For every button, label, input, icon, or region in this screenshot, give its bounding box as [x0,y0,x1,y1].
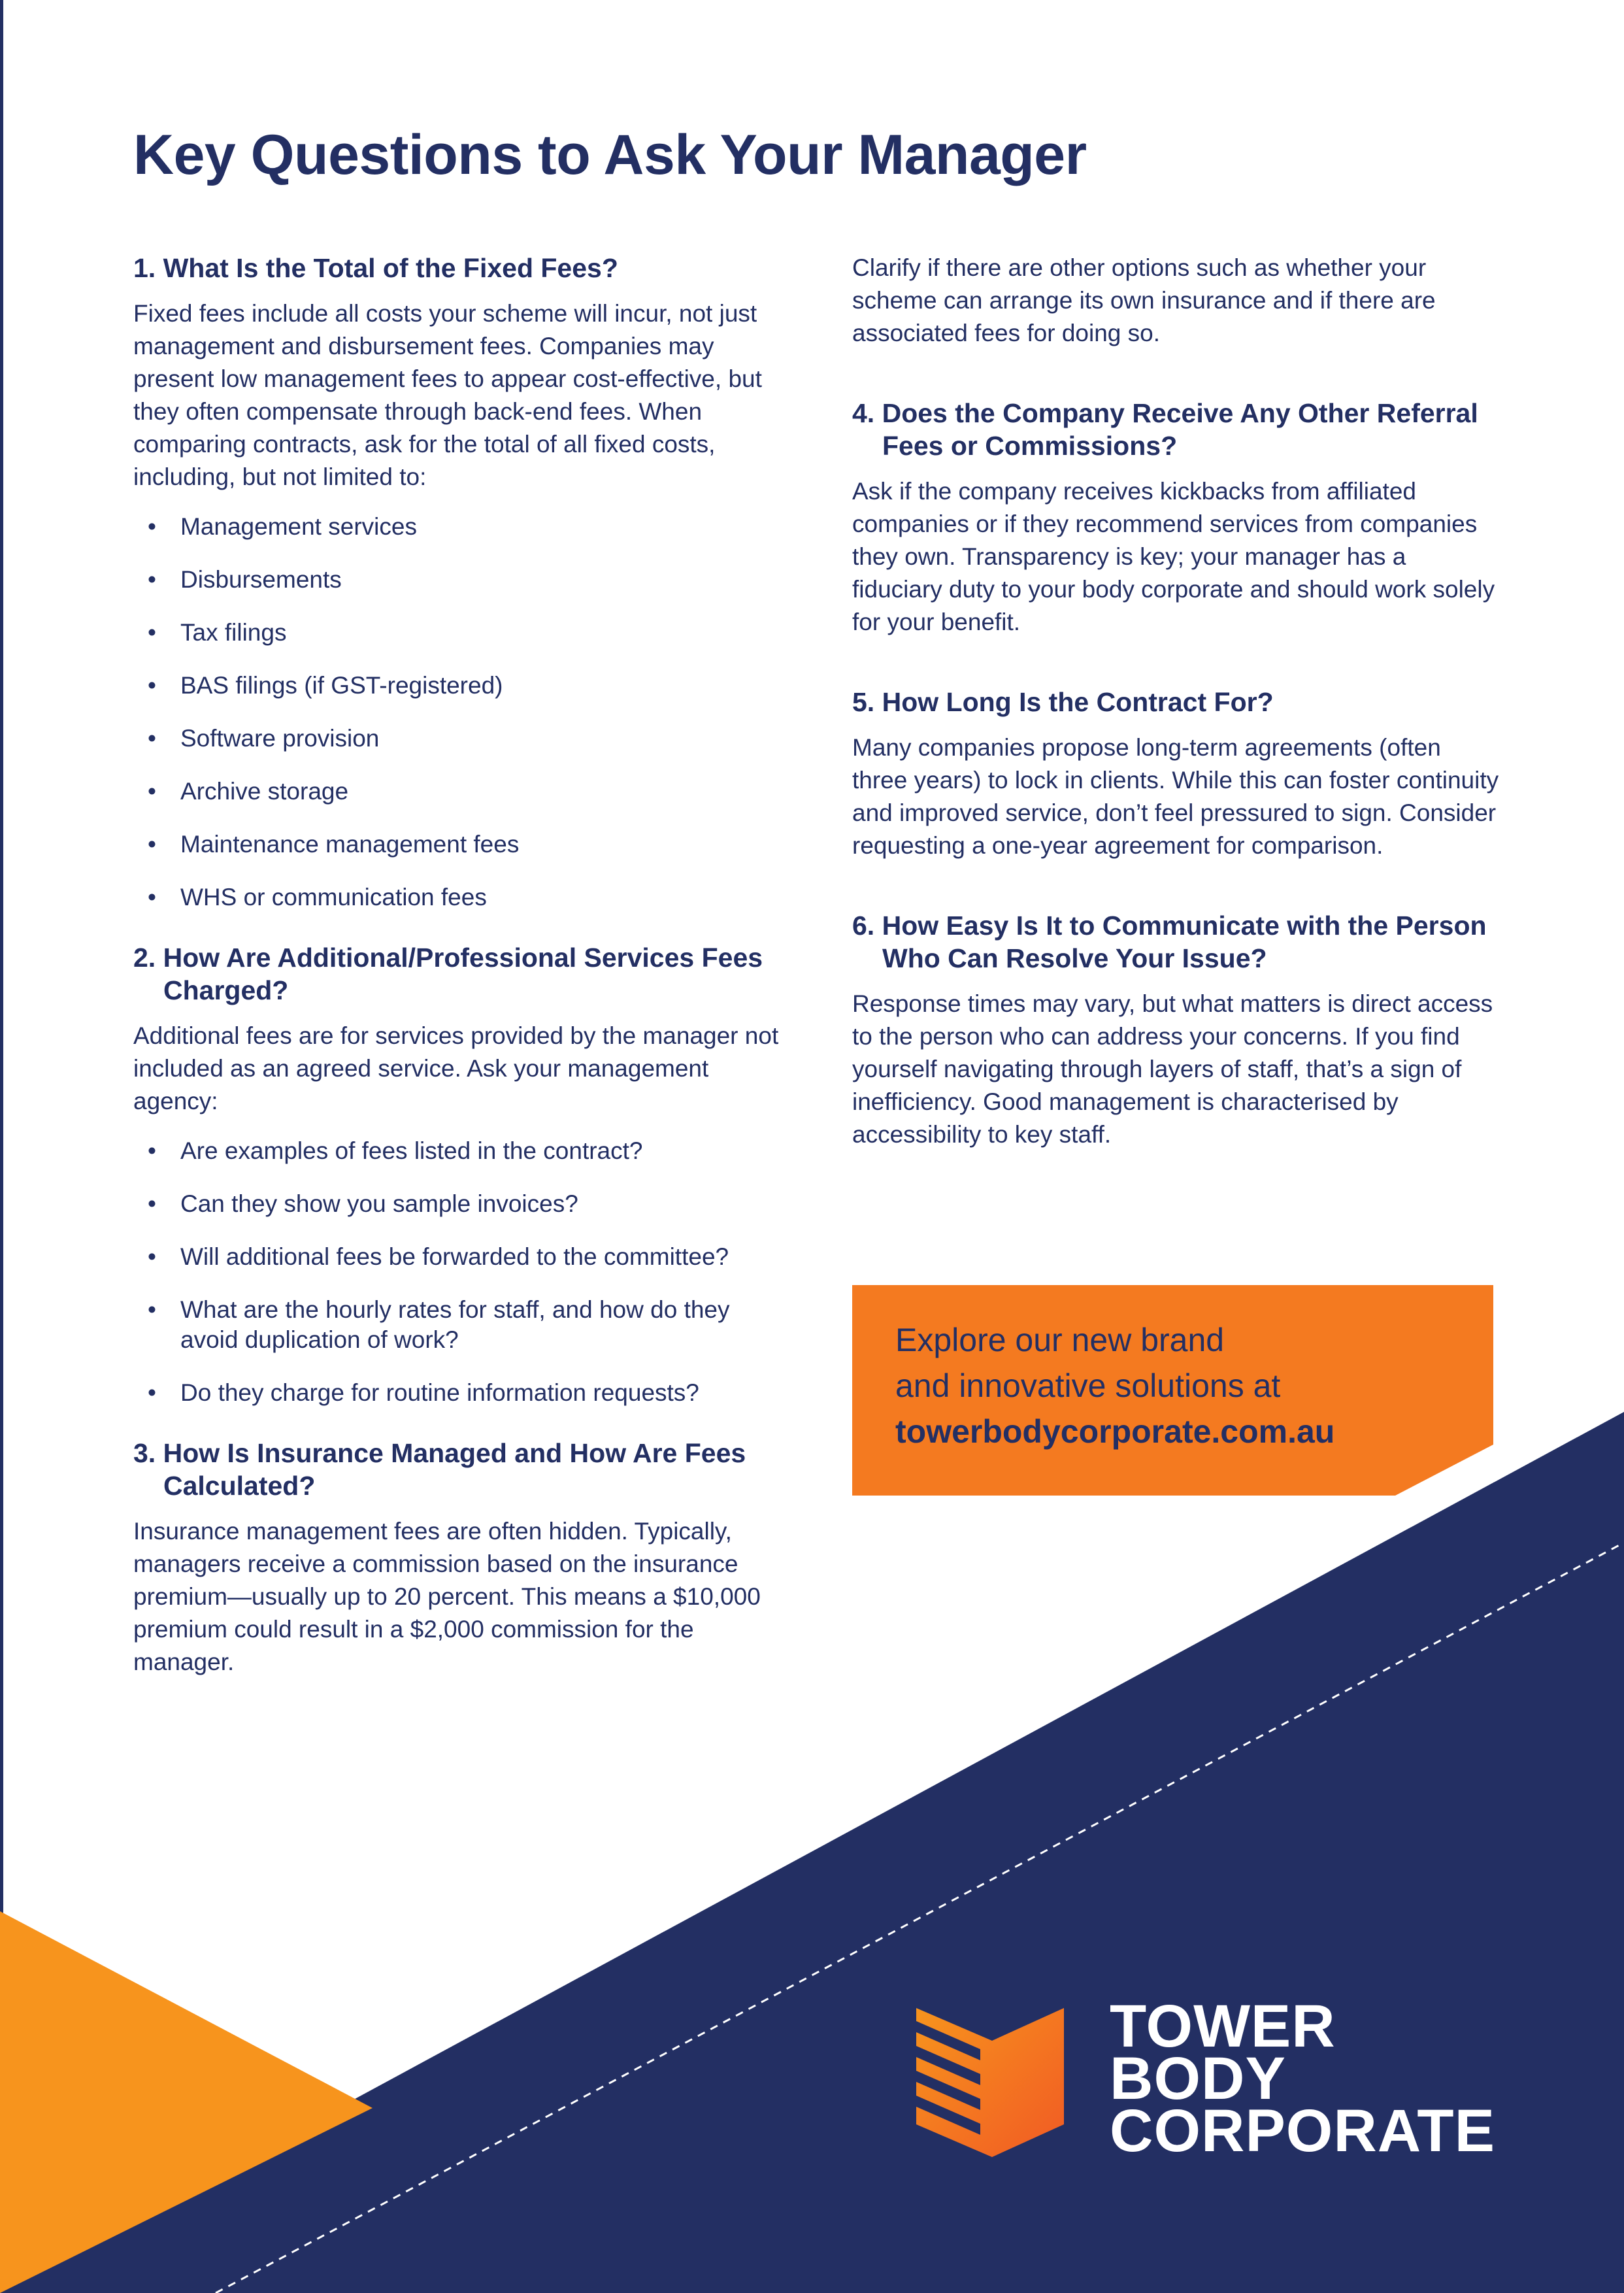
list-item: • Maintenance management fees [133,829,787,860]
section-5-body: Many companies propose long-term agreements (often three years) to lock in clients. While this can foster continuity and improved service, don’t feel pressured to sign. Consider requesting a one-year agreement for comparison. [852,734,1499,859]
list-item: • Management services [133,512,787,542]
section-4-body: Ask if the company receives kickbacks from affiliated companies or if they recommend services from companies they own. Transparency is key; your manager has a fiduciary duty to your body corporate and should work solely for your benefit. [852,478,1495,635]
list-item: • WHS or communication fees [133,882,787,912]
brand-line-2: BODY [1110,2045,1286,2112]
section-5-heading: 5. How Long Is the Contract For? [852,687,1274,717]
section-6-body: Response times may vary, but what matters is direct access to the person who can address your concerns. If you find yourself navigating through layers of staff, that’s a sign of inefficiency. Good management is characterised by accessibility to key staff. [852,990,1493,1148]
section-1-heading: 1. What Is the Total of the Fixed Fees? [133,253,618,283]
section-1-list [133,512,787,912]
left-column [133,252,787,1679]
right-column [852,252,1499,1151]
list-item: • Disbursements [133,565,787,595]
section-1-body: Fixed fees include all costs your scheme will incur, not just management and disbursement fees. Companies may present low management fees to appear cost-effective, but they often compensate through back-end fees. When comparing contracts, ask for the total of all fixed costs, including, but not limited to: [133,300,762,490]
section-3-body: Insurance management fees are often hidden. Typically, managers receive a commission based on the insurance premium—usually up to 20 percent. This means a $10,000 premium could result in a $2,000 commission for the manager. [133,1518,761,1675]
cta-line-1: Explore our new brand [895,1322,1225,1358]
section-2-heading: 2. How Are Additional/Professional Services Fees Charged? [133,943,763,1005]
brand-wordmark [1110,1993,1495,2164]
list-item: • Archive storage [133,777,787,807]
section-4-heading: 4. Does the Company Receive Any Other Referral Fees or Commissions? [852,398,1478,461]
list-item: • Do they charge for routine information requests? [133,1378,787,1408]
cta-text [895,1317,1457,1454]
section-2-list [133,1136,787,1408]
section-3-heading: 3. How Is Insurance Managed and How Are Fees Calculated? [133,1438,746,1501]
list-item: • Software provision [133,724,787,754]
cta-line-2: and innovative solutions at [895,1367,1281,1404]
list-item: • What are the hourly rates for staff, and how do they avoid duplication of work? [133,1295,787,1355]
page-title: Key Questions to Ask Your Manager [133,124,1087,186]
list-item: • Tax filings [133,618,787,648]
section-3-continued: Clarify if there are other options such as whether your scheme can arrange its own insurance and if there are associated fees for doing so. [852,254,1436,346]
brand-line-1: TOWER [1110,1993,1336,2060]
cta-link[interactable]: towerbodycorporate.com.au [895,1413,1335,1450]
section-6-heading: 6. How Easy Is It to Communicate with the Person Who Can Resolve Your Issue? [852,911,1487,973]
list-item: • Can they show you sample invoices? [133,1189,787,1219]
list-item: • Will additional fees be forwarded to the committee? [133,1242,787,1272]
list-item: • BAS filings (if GST-registered) [133,671,787,701]
brand-line-3: CORPORATE [1110,2098,1495,2164]
list-item: • Are examples of fees listed in the contract? [133,1136,787,1166]
section-2-body: Additional fees are for services provided by the manager not included as an agreed service. Ask your management agency: [133,1022,779,1114]
